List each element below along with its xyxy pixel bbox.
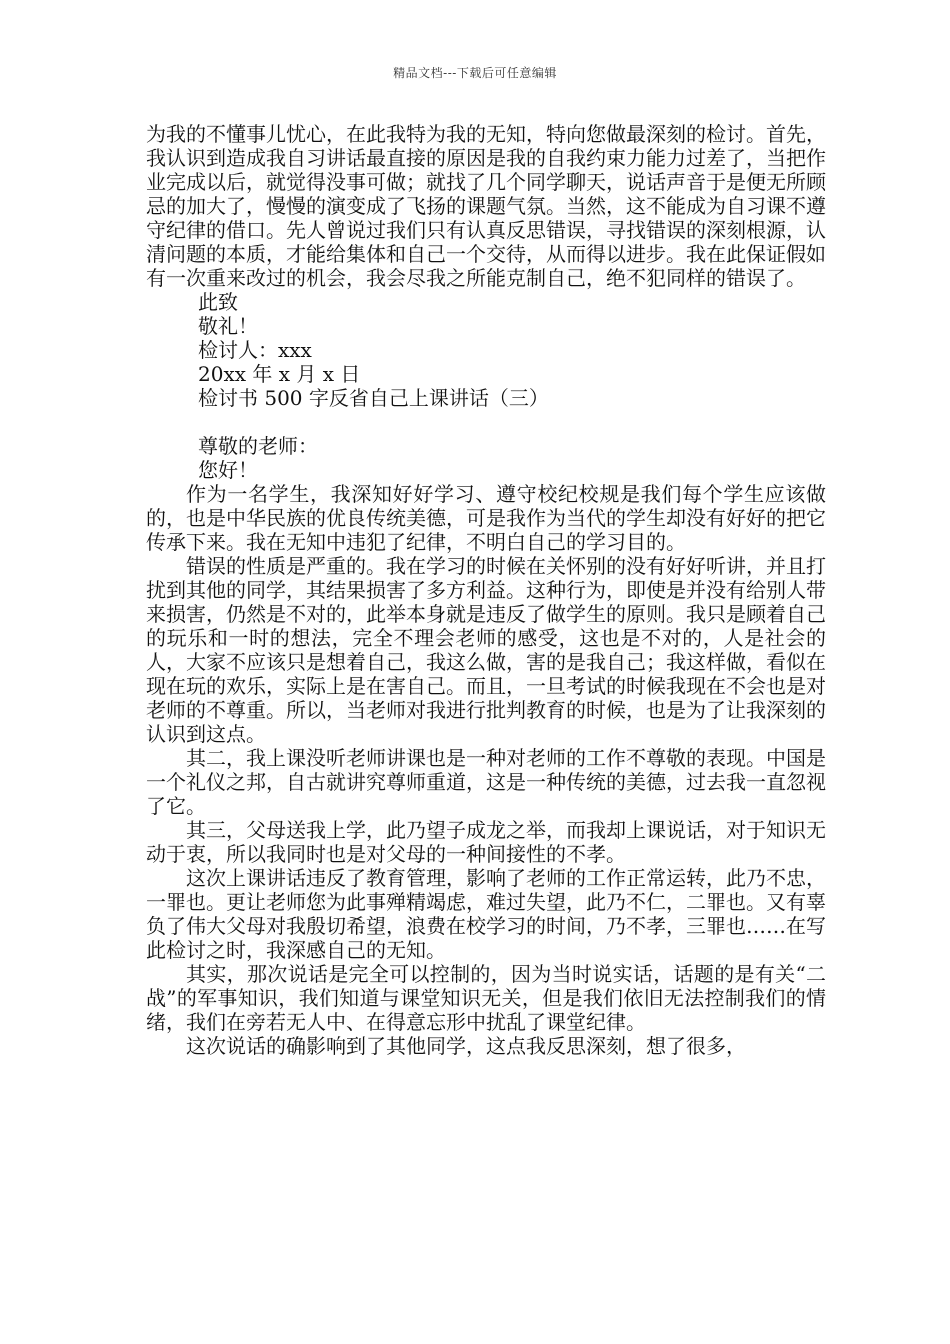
- date-line: 20xx 年 x 月 x 日: [198, 362, 361, 386]
- salutation-line: 尊敬的老师：: [198, 434, 318, 458]
- paragraph-5: 这次上课讲话违反了教育管理，影响了老师的工作正常运转，此乃不忠，一罪也。更让老师您为此事殚精竭虑，难过失望，此乃不仁，二罪也。又有辜负了伟大父母对我殷切希望，浪费在校学习的时间，乃不孝，三罪也……在写此检讨之时，我深感自己的无知。: [146, 866, 826, 962]
- section-title: 检讨书 500 字反省自己上课讲话（三）: [198, 386, 549, 410]
- paragraph-continuation: 为我的不懂事儿忧心，在此我特为我的无知，特向您做最深刻的检讨。首先，我认识到造成我自习讲话最直接的原因是我的自我约束力能力过差了，当把作业完成以后，就觉得没事可做；就找了几个同学聊天，说话声音于是便无所顾忌的加大了，慢慢的演变成了飞扬的课题气氛。当然，这不能成为自习课不遵守纪律的借口。先人曾说过我们只有认真反思错误，寻找错误的深刻根源，认清问题的本质，才能给集体和自己一个交待，从而得以进步。我在此保证假如有一次重来改过的机会，我会尽我之所能克制自己，绝不犯同样的错误了。: [146, 122, 826, 290]
- paragraph-2: 错误的性质是严重的。我在学习的时候在关怀别的没有好好听讲，并且打扰到其他的同学，其结果损害了多方利益。这种行为，即使是并没有给别人带来损害，仍然是不对的，此举本身就是违反了做学生的原则。我只是顾着自己的玩乐和一时的想法，完全不理会老师的感受，这也是不对的，人是社会的人，大家不应该只是想着自己，我这么做，害的是我自己；我这样做，看似在现在玩的欢乐，实际上是在害自己。而且，一旦考试的时候我现在不会也是对老师的不尊重。所以，当老师对我进行批判教育的时候，也是为了让我深刻的认识到这点。: [146, 554, 826, 746]
- paragraph-1: 作为一名学生，我深知好好学习、遵守校纪校规是我们每个学生应该做的，也是中华民族的优良传统美德，可是我作为当代的学生却没有好好的把它传承下来。我在无知中违犯了纪律，不明白自己的学习目的。: [146, 482, 826, 554]
- paragraph-6: 其实，那次说话是完全可以控制的，因为当时说实话，话题的是有关“二战”的军事知识，我们知道与课堂知识无关，但是我们依旧无法控制我们的情绪，我们在旁若无人中、在得意忘形中扰乱了课堂纪律。: [146, 962, 826, 1034]
- signer-line: 检讨人：xxx: [198, 338, 312, 362]
- page-header: 精品文档---下载后可任意编辑: [393, 66, 557, 80]
- closing-line-1: 此致: [198, 290, 238, 314]
- closing-line-2: 敬礼！: [198, 314, 258, 338]
- paragraph-7: 这次说话的确影响到了其他同学，这点我反思深刻，想了很多，: [186, 1034, 746, 1058]
- blank-line: [146, 410, 826, 434]
- paragraph-3: 其二，我上课没听老师讲课也是一种对老师的工作不尊敬的表现。中国是一个礼仪之邦，自古就讲究尊师重道，这是一种传统的美德，过去我一直忽视了它。: [146, 746, 826, 818]
- document-body: [146, 122, 826, 1058]
- paragraph-4: 其三，父母送我上学，此乃望子成龙之举，而我却上课说话，对于知识无动于衷，所以我同时也是对父母的一种间接性的不孝。: [146, 818, 826, 866]
- greeting-line: 您好！: [198, 458, 258, 482]
